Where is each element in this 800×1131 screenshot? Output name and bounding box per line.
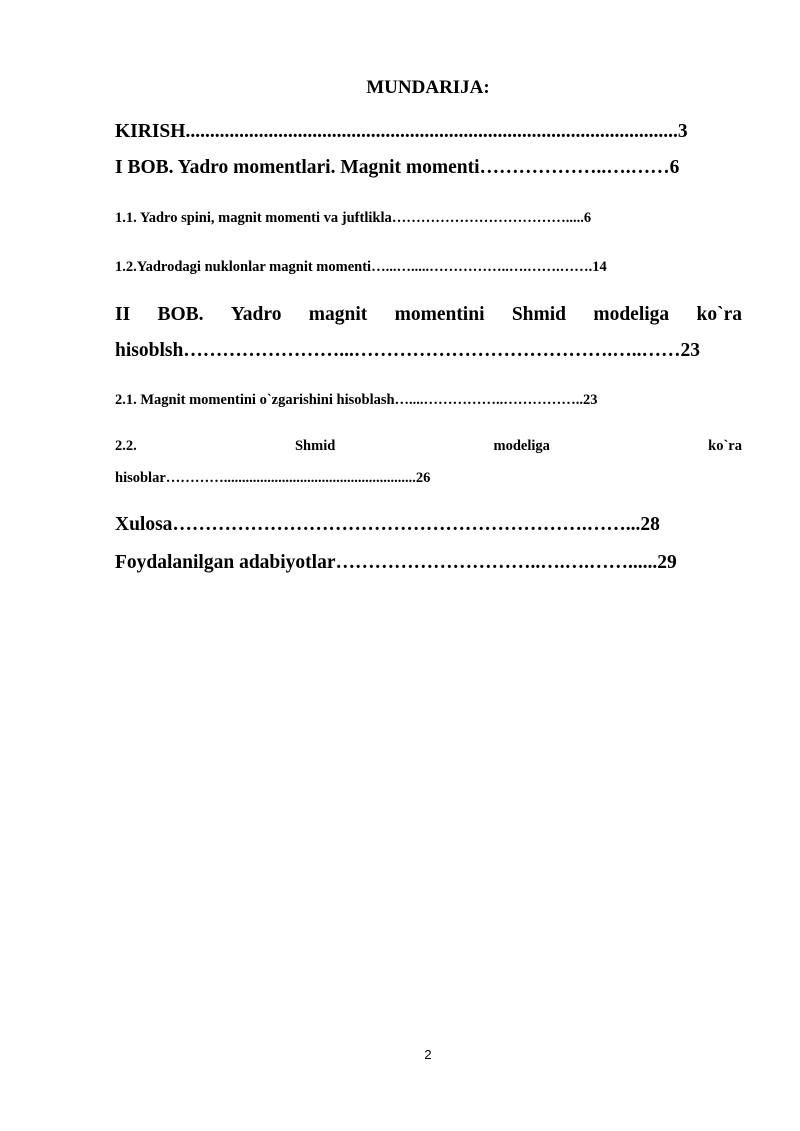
toc-word: modeliga [493, 438, 550, 454]
toc-entry-kirish: KIRISH.....................................................................................................3 [115, 121, 688, 142]
toc-word: Shmid [511, 304, 567, 325]
toc-word: II [115, 304, 131, 325]
toc-entry-chapter-1: I BOB. Yadro momentlari. Magnit momenti………………..….……6 [115, 157, 680, 178]
toc-entry-2-1: 2.1. Magnit momentini o`zgarishini hisoblash…....……………..……………..23 [115, 392, 598, 408]
toc-entry-adabiyotlar: Foydalanilgan adabiyotlar…………………………..….….……......29 [115, 552, 677, 573]
toc-entry-chapter-2-line2: hisoblsh……………………...………………………………….…..……23 [115, 340, 701, 361]
toc-word: Yadro [230, 304, 282, 325]
toc-entry-2-2-line1 [115, 436, 742, 456]
toc-entry-xulosa: Xulosa……………………………………………………….……...28 [115, 514, 660, 535]
toc-word: magnit [308, 304, 368, 325]
toc-word: modeliga [593, 304, 670, 325]
toc-entry-1-2: 1.2.Yadrodagi nuklonlar magnit momenti…...….....……………..….…….…….14 [115, 259, 607, 275]
toc-entry-2-2-line2: hisoblar………….....................................................26 [115, 470, 431, 486]
toc-entry-1-1: 1.1. Yadro spini, magnit momenti va juftlikla……………………………….....6 [115, 210, 592, 226]
toc-word: 2.2. [115, 438, 137, 454]
toc-word: BOB. [157, 304, 204, 325]
toc-word: momentini [394, 304, 485, 325]
page-number: 2 [424, 1047, 432, 1062]
toc-word: ko`ra [696, 304, 742, 325]
toc-title: MUNDARIJA: [366, 77, 490, 98]
toc-word: ko`ra [708, 438, 742, 454]
toc-word: Shmid [294, 438, 336, 454]
toc-entry-chapter-2-line1 [115, 303, 742, 327]
